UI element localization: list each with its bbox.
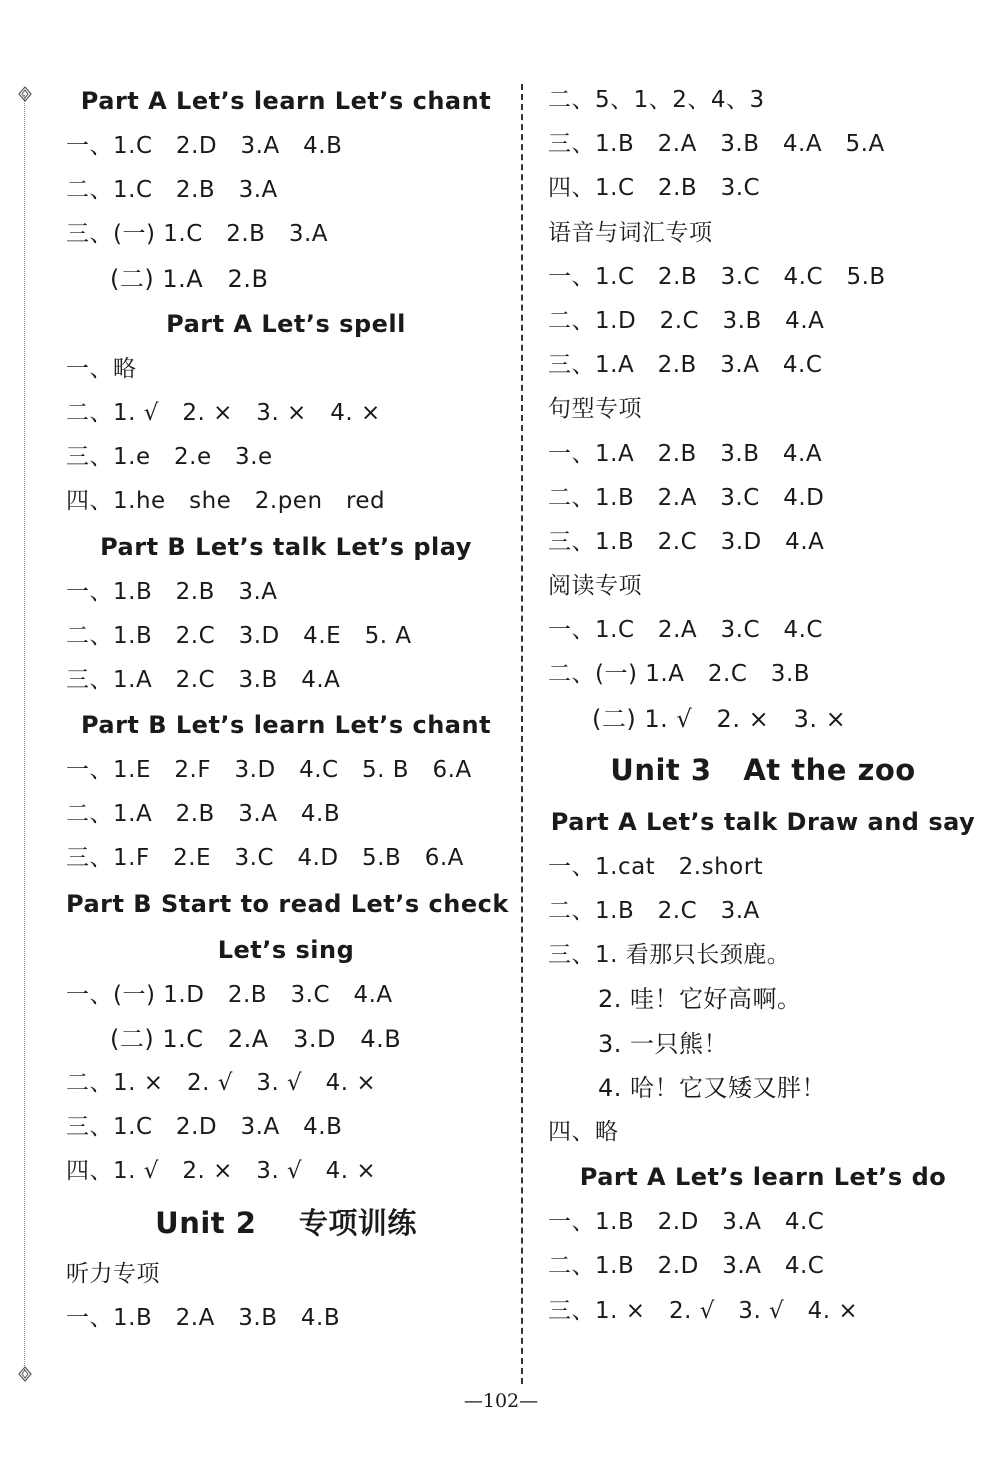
section-heading: Part A Let’s spell bbox=[166, 309, 406, 338]
answer-line: 二、1.C 2.B 3.A bbox=[66, 177, 278, 204]
answer-line: 四、1. √ 2. × 3. √ 4. × bbox=[66, 1158, 377, 1185]
answer-line: 二、1.A 2.B 3.A 4.B bbox=[66, 801, 341, 828]
section-heading: Unit 3 At the zoo bbox=[610, 752, 916, 787]
answer-line: 2. 哇！它好高啊。 bbox=[598, 985, 802, 1014]
answer-line: 语音与词汇专项 bbox=[548, 219, 713, 246]
answer-line: 一、(一) 1.D 2.B 3.C 4.A bbox=[66, 981, 393, 1008]
answer-line: 四、1.he she 2.pen red bbox=[66, 488, 386, 515]
answer-line: 听力专项 bbox=[66, 1260, 160, 1287]
answer-line: 一、1.B 2.D 3.A 4.C bbox=[548, 1209, 825, 1236]
answer-line: 一、1.A 2.B 3.B 4.A bbox=[548, 440, 823, 467]
section-heading: Part A Let’s talk Draw and say bbox=[550, 807, 976, 836]
answer-line: 一、1.B 2.B 3.A bbox=[66, 578, 278, 605]
answer-line: 三、1.B 2.C 3.D 4.A bbox=[548, 528, 825, 555]
answer-line: 阅读专项 bbox=[548, 573, 642, 600]
answer-line: 三、1.A 2.C 3.B 4.A bbox=[66, 666, 341, 693]
answer-line: 四、略 bbox=[548, 1118, 619, 1145]
answer-line: 二、1.B 2.A 3.C 4.D bbox=[548, 484, 825, 511]
answer-line: 二、1.B 2.C 3.A bbox=[548, 898, 760, 924]
answer-line: (二) 1.A 2.B bbox=[110, 264, 269, 293]
answer-line: 一、1.cat 2.short bbox=[548, 853, 764, 880]
binding-diamond-icon bbox=[18, 86, 32, 102]
answer-line: 三、1. 看那只长颈鹿。 bbox=[548, 942, 791, 969]
answer-line: 三、1. × 2. √ 3. √ 4. × bbox=[548, 1297, 859, 1324]
answer-line: (二) 1. √ 2. × 3. × bbox=[592, 704, 847, 733]
answer-line: 二、1.B 2.D 3.A 4.C bbox=[548, 1253, 825, 1280]
answer-line: 二、1. × 2. √ 3. √ 4. × bbox=[66, 1070, 377, 1096]
answer-line: 二、(一) 1.A 2.C 3.B bbox=[548, 661, 811, 688]
answer-line: (二) 1.C 2.A 3.D 4.B bbox=[110, 1024, 402, 1053]
section-heading: Part B Let’s talk Let’s play bbox=[100, 532, 472, 561]
answer-line: 3. 一只熊！ bbox=[598, 1029, 729, 1058]
section-heading: Let’s sing bbox=[217, 935, 355, 964]
answer-line: 句型专项 bbox=[548, 396, 642, 423]
answer-line: 二、1.D 2.C 3.B 4.A bbox=[548, 307, 825, 334]
section-heading: Part B Start to read Let’s check bbox=[66, 889, 509, 918]
answer-line: 一、1.C 2.D 3.A 4.B bbox=[66, 133, 343, 159]
answer-line: 三、1.C 2.D 3.A 4.B bbox=[66, 1114, 343, 1141]
binding-diamond-icon bbox=[18, 1366, 32, 1382]
answer-line: 一、1.C 2.A 3.C 4.C bbox=[548, 617, 823, 644]
section-heading: Part A Let’s learn Let’s do bbox=[579, 1163, 947, 1192]
answer-line: 三、1.B 2.A 3.B 4.A 5.A bbox=[548, 131, 885, 158]
answer-line: 一、1.C 2.B 3.C 4.C 5.B bbox=[548, 263, 886, 290]
left-answer-column bbox=[66, 78, 509, 1340]
answer-line: 三、1.A 2.B 3.A 4.C bbox=[548, 352, 823, 379]
answer-line: 二、1.B 2.C 3.D 4.E 5. A bbox=[66, 622, 412, 649]
answer-line: 一、略 bbox=[66, 355, 137, 382]
answer-line: 三、(一) 1.C 2.B 3.A bbox=[66, 221, 329, 248]
answer-line: 一、1.B 2.A 3.B 4.B bbox=[66, 1304, 341, 1331]
section-heading: Part A Let’s learn Let’s chant bbox=[80, 87, 492, 115]
page-number: —102— bbox=[463, 1390, 539, 1412]
right-answer-column bbox=[548, 78, 978, 1333]
answer-line: 二、1. √ 2. × 3. × 4. × bbox=[66, 399, 381, 426]
section-heading: Unit 2 专项训练 bbox=[155, 1205, 417, 1240]
answer-line: 三、1.F 2.E 3.C 4.D 5.B 6.A bbox=[66, 845, 464, 872]
binding-margin-rule bbox=[24, 95, 25, 1370]
section-heading: Part B Let’s learn Let’s chant bbox=[80, 711, 492, 740]
column-divider bbox=[521, 84, 523, 1384]
answer-line: 4. 哈！它又矮又胖！ bbox=[598, 1073, 827, 1102]
answer-line: 二、5、1、2、4、3 bbox=[548, 87, 765, 113]
answer-line: 四、1.C 2.B 3.C bbox=[548, 175, 761, 202]
answer-line: 三、1.e 2.e 3.e bbox=[66, 444, 273, 471]
answer-line: 一、1.E 2.F 3.D 4.C 5. B 6.A bbox=[66, 757, 472, 784]
